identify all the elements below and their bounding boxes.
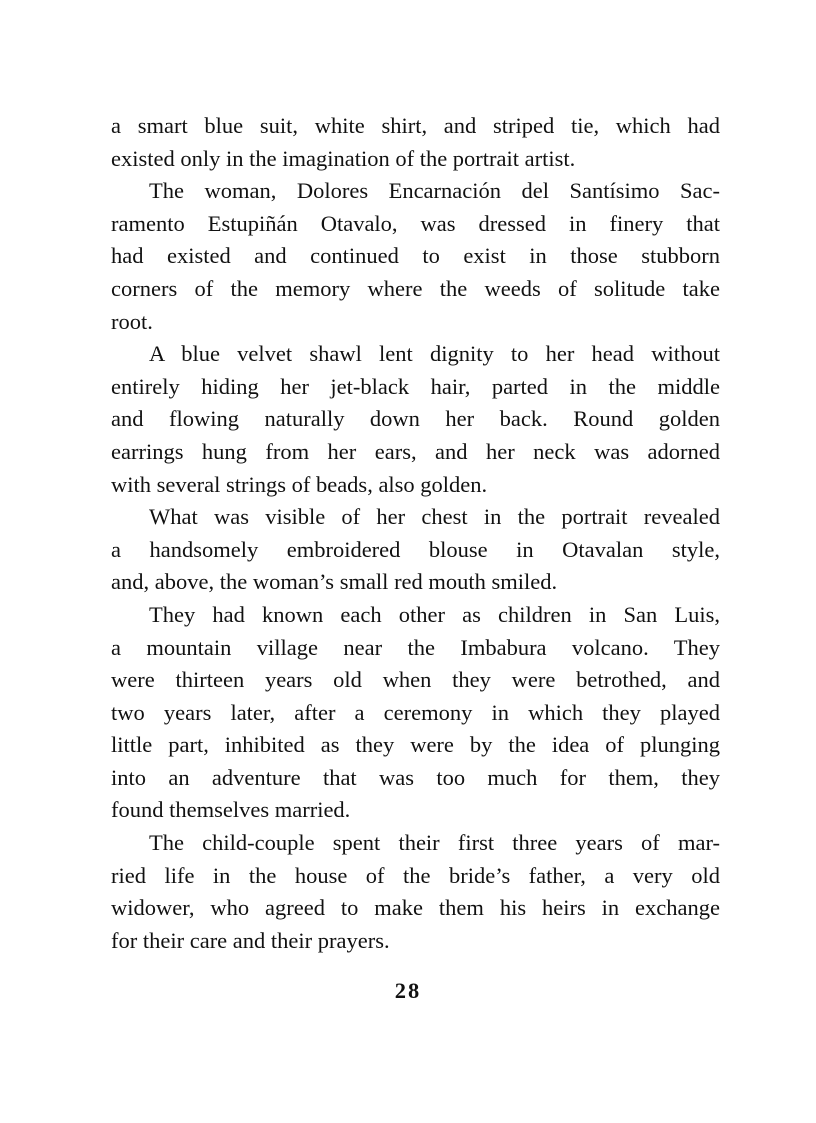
text-line: The woman, Dolores Encarnación del Santísimo Sac- <box>149 178 720 204</box>
text-line: two years later, after a ceremony in which they played <box>111 699 720 725</box>
text-line: ramento Estupiñán Otavalo, was dressed in finery that <box>111 210 720 236</box>
text-line: entirely hiding her jet-black hair, parted in the middle <box>111 373 720 399</box>
text-line: a smart blue suit, white shirt, and striped tie, which had <box>111 113 720 138</box>
text-line: A blue velvet shawl lent dignity to her head without <box>149 341 720 367</box>
text-line: had existed and continued to exist in those stubborn <box>111 243 720 269</box>
text-line: They had known each other as children in San Luis, <box>149 601 720 627</box>
text-line: root. <box>111 308 153 334</box>
page-number: 28 <box>394 978 422 1003</box>
text-line: and flowing naturally down her back. Round golden <box>111 406 720 432</box>
text-line: earrings hung from her ears, and her neck was adorned <box>111 438 720 464</box>
text-line: The child-couple spent their first three years of mar- <box>149 830 720 856</box>
text-line: corners of the memory where the weeds of solitude take <box>111 275 720 301</box>
text-line: were thirteen years old when they were betrothed, and <box>111 667 720 693</box>
text-line: existed only in the imagination of the portrait artist. <box>111 145 576 171</box>
text-line: and, above, the woman’s small red mouth smiled. <box>111 569 558 595</box>
text-line: for their care and their prayers. <box>111 927 390 953</box>
text-line: with several strings of beads, also golden. <box>111 471 488 497</box>
text-line: found themselves married. <box>111 797 351 823</box>
body-text <box>111 110 720 957</box>
text-line: a handsomely embroidered blouse in Otavalan style, <box>111 536 720 562</box>
text-line: ried life in the house of the bride’s father, a very old <box>111 862 720 888</box>
text-line: little part, inhibited as they were by the idea of plunging <box>111 732 720 758</box>
text-line: widower, who agreed to make them his heirs in exchange <box>111 895 720 921</box>
text-line: into an adventure that was too much for them, they <box>111 764 720 790</box>
text-line: a mountain village near the Imbabura volcano. They <box>111 634 720 660</box>
text-line: What was visible of her chest in the portrait revealed <box>149 504 720 530</box>
